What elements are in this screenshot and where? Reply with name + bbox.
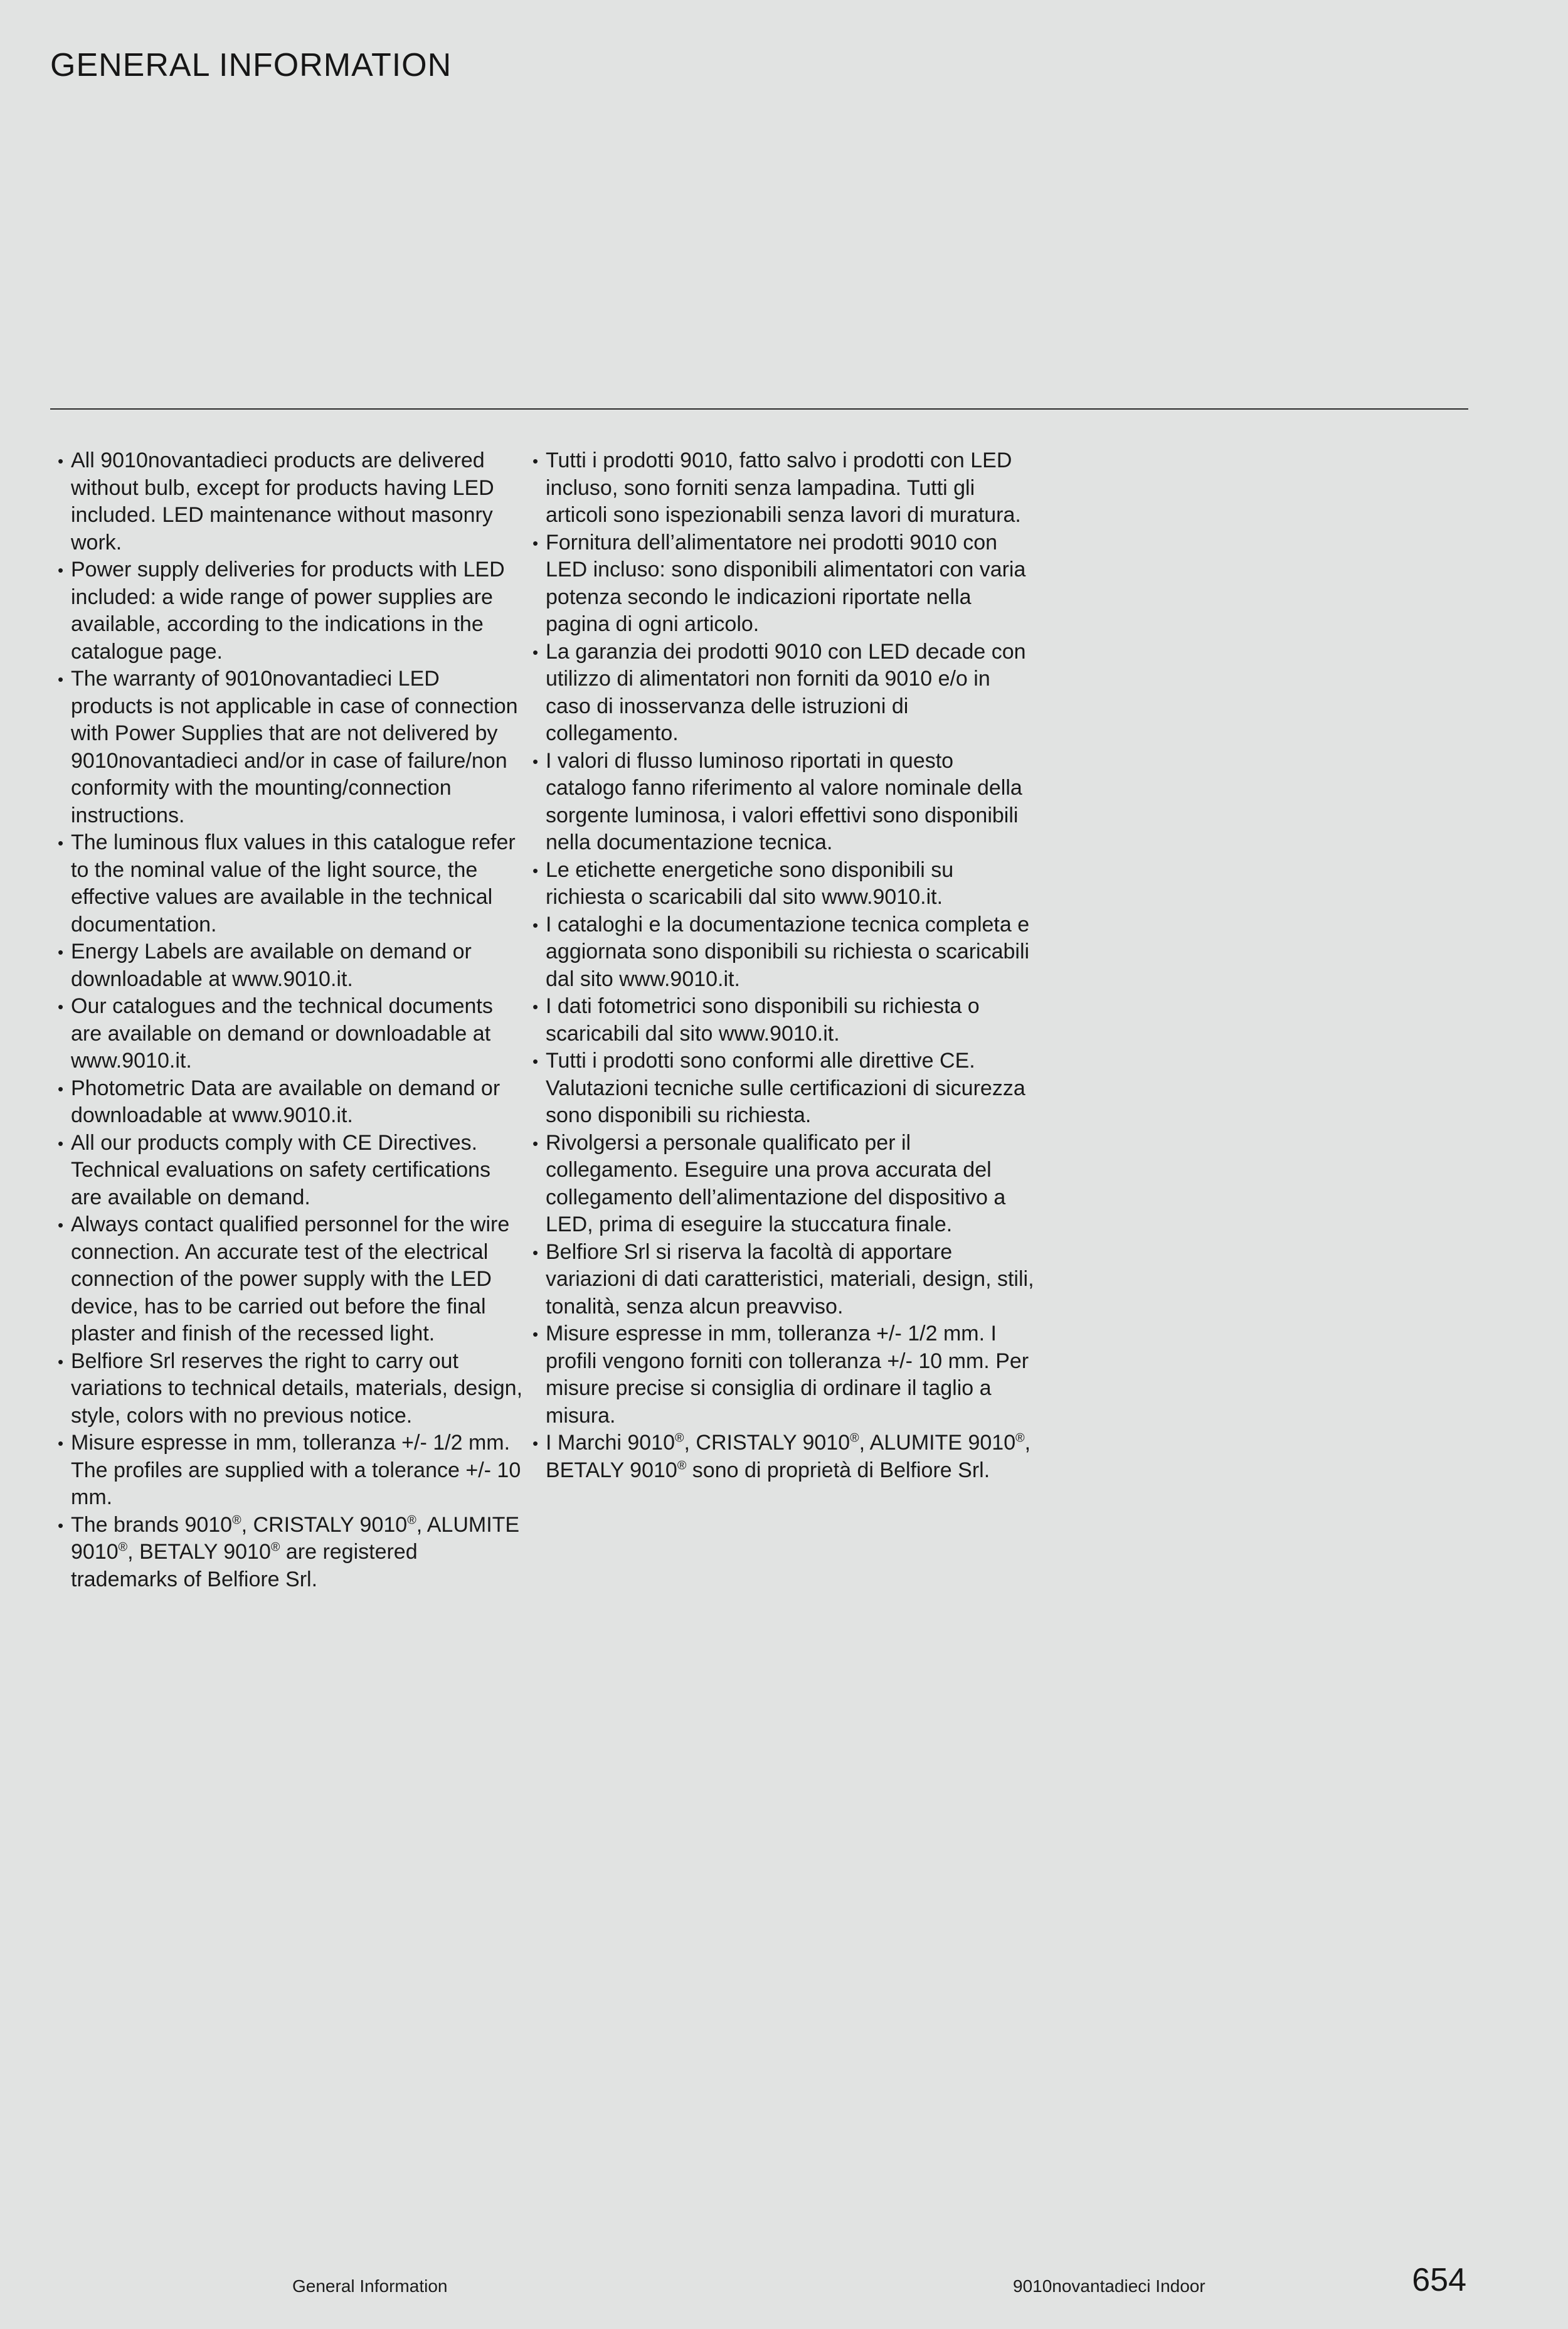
bullet-item: • Tutti i prodotti sono conformi alle direttive CE. Valutazioni tecniche sulle certificazioni di sicurezza sono disponibili su richiesta. [532, 1048, 1034, 1130]
bullet-item: • Belfiore Srl reserves the right to carry out variations to technical details, materials, design, style, colors with no previous notice. [58, 1348, 527, 1430]
bullet-item: • I dati fotometrici sono disponibili su richiesta o scaricabili dal sito www.9010.it. [532, 993, 1034, 1048]
bullet-item: • Misure espresse in mm, tolleranza +/- 1/2 mm. I profili vengono forniti con tolleranza +/- 10 mm. Per misure precise si consiglia di ordinare il taglio a misura. [532, 1320, 1034, 1430]
bullet-item: • The brands 9010®, CRISTALY 9010®, ALUMITE 9010®, BETALY 9010® are registered trademarks of Belfiore Srl. [58, 1512, 527, 1594]
bullet-item: • Misure espresse in mm, tolleranza +/- 1/2 mm. The profiles are supplied with a tolerance +/- 10 mm. [58, 1430, 527, 1512]
bullet-item: • La garanzia dei prodotti 9010 con LED decade con utilizzo di alimentatori non forniti da 9010 e/o in caso di inosservanza delle istruzioni di collegamento. [532, 639, 1034, 748]
bullet-item: • I valori di flusso luminoso riportati in questo catalogo fanno riferimento al valore nominale della sorgente luminosa, i valori effettivi sono disponibili nella documentazione tecnica. [532, 748, 1034, 857]
bullet-item: • The warranty of 9010novantadieci LED products is not applicable in case of connection with Power Supplies that are not delivered by 9010novantadieci and/or in case of failure/non conformity with the mounting/connection instructions. [58, 666, 527, 829]
bullet-item: • Belfiore Srl si riserva la facoltà di apportare variazioni di dati caratteristici, materiali, design, stili, tonalità, senza alcun preavviso. [532, 1239, 1034, 1321]
bullet-item: • Power supply deliveries for products with LED included: a wide range of power supplies are available, according to the indications in the catalogue page. [58, 556, 527, 666]
divider-line [50, 408, 1468, 410]
bullet-item: • Fornitura dell’alimentatore nei prodotti 9010 con LED incluso: sono disponibili alimentatori con varia potenza secondo le indicazioni riportate nella pagina di ogni articolo. [532, 529, 1034, 639]
bullet-item: • All our products comply with CE Directives. Technical evaluations on safety certifications are available on demand. [58, 1130, 527, 1212]
bullet-item: • Photometric Data are available on demand or downloadable at www.9010.it. [58, 1075, 527, 1130]
bullet-item: • All 9010novantadieci products are delivered without bulb, except for products having LED included. LED maintenance without masonry work. [58, 447, 527, 556]
bullet-item: • Le etichette energetiche sono disponibili su richiesta o scaricabili dal sito www.9010.it. [532, 857, 1034, 911]
bullet-item: • Energy Labels are available on demand or downloadable at www.9010.it. [58, 938, 527, 993]
bullet-item: • Always contact qualified personnel for the wire connection. An accurate test of the electrical connection of the power supply with the LED device, has to be carried out before the final plaster and finish of the recessed light. [58, 1211, 527, 1348]
notes-column-english [58, 447, 527, 1593]
bullet-item: • I cataloghi e la documentazione tecnica completa e aggiornata sono disponibili su richiesta o scaricabili dal sito www.9010.it. [532, 911, 1034, 994]
notes-column-italian [532, 447, 1034, 1484]
bullet-item: • Our catalogues and the technical documents are available on demand or downloadable at www.9010.it. [58, 993, 527, 1075]
bullet-item: • The luminous flux values in this catalogue refer to the nominal value of the light source, the effective values are available in the technical documentation. [58, 829, 527, 938]
footer-catalog-label: 9010novantadieci Indoor [1013, 2276, 1205, 2296]
bullet-item: • Tutti i prodotti 9010, fatto salvo i prodotti con LED incluso, sono forniti senza lampadina. Tutti gli articoli sono ispezionabili senza lavori di muratura. [532, 447, 1034, 529]
footer-section-label: General Information [292, 2276, 448, 2296]
footer-page-number: 654 [1412, 2262, 1466, 2298]
bullet-item: • Rivolgersi a personale qualificato per il collegamento. Eseguire una prova accurata del collegamento dell’alimentazione del dispositivo a LED, prima di eseguire la stuccatura finale. [532, 1130, 1034, 1239]
page-title: GENERAL INFORMATION [50, 47, 452, 83]
bullet-item: • I Marchi 9010®, CRISTALY 9010®, ALUMITE 9010®, BETALY 9010® sono di proprietà di Belfiore Srl. [532, 1430, 1034, 1484]
